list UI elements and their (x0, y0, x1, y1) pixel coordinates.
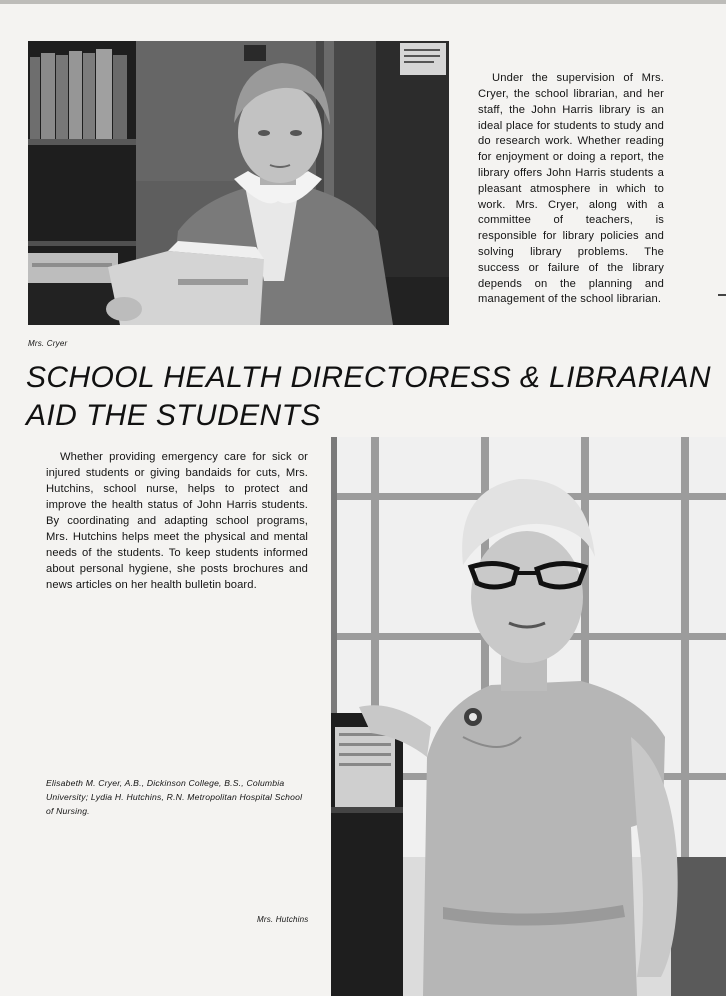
photo-caption-hutchins: Mrs. Hutchins (257, 915, 309, 924)
library-intro-paragraph: Under the supervision of Mrs. Cryer, the school librarian, and her staff, the John Harris library is an ideal place for students to study and do research work. Whether reading for enjoyment or doing a report, the library offers John Harris students a pleasant atmosphere in which to work. Mrs. Cryer, along with a committee of teachers, is responsible for library policies and solving library problems. The success or failure of the library depends on the planning and management of the school librarian. (478, 72, 664, 306)
photo-mrs-cryer (28, 41, 449, 325)
photo-caption-cryer: Mrs. Cryer (28, 339, 68, 348)
page-top-edge (0, 0, 726, 4)
staff-credits: Elisabeth M. Cryer, A.B., Dickinson College, B.S., Columbia University; Lydia H. Hutchins, R.N. Metropolitan Hospital School of Nursing. (46, 777, 303, 816)
nurse-body-paragraph: Whether providing emergency care for sick or injured students or giving bandaids for cuts, Mrs. Hutchins, school nurse, helps to protect and improve the health status of John Harris students. By coordinating and adapting school programs, Mrs. Hutchins helps meet the physical and mental needs of the students. To keep students informed about personal hygiene, she posts brochures and news articles on her health bulletin board. (46, 451, 308, 592)
photo-mrs-hutchins (331, 437, 726, 996)
margin-mark (718, 294, 726, 296)
page-headline: SCHOOL HEALTH DIRECTORESS & LIBRARIAN AID THE STUDENTS (26, 361, 711, 432)
